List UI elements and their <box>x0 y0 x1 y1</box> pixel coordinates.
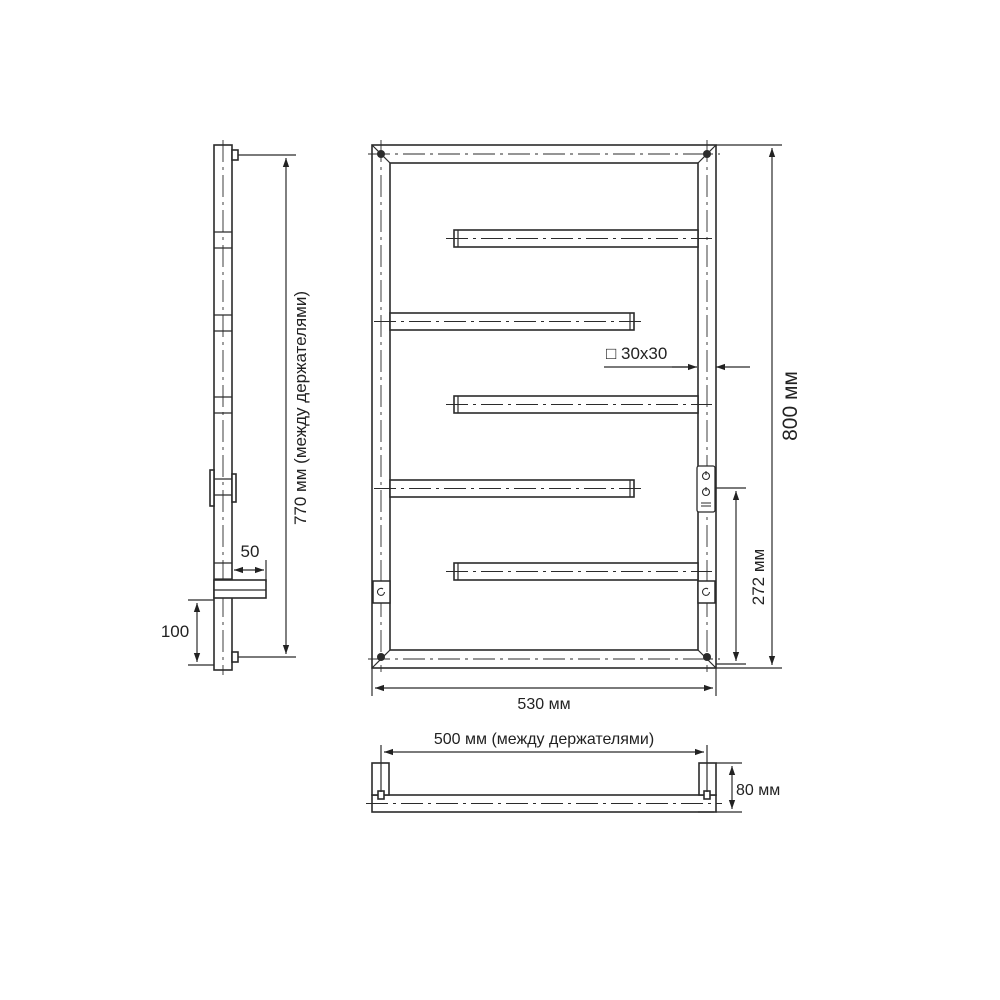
rung-4 <box>374 480 642 497</box>
side-view-top-holder <box>232 150 238 160</box>
dimension-80-label: 80 мм <box>736 782 781 799</box>
dimension-500-label: 500 мм (между держателями) <box>433 731 655 748</box>
side-view-connector <box>214 580 266 598</box>
dimension-100-label: 100 <box>160 622 190 641</box>
side-view-control-box <box>210 470 214 506</box>
dimension-800-label: 800 мм <box>779 371 802 441</box>
top-view-right-holder <box>704 791 710 799</box>
dimension-50-label: 50 <box>240 542 260 561</box>
dimension-272-label: 272 мм <box>749 548 768 606</box>
side-view <box>161 140 310 675</box>
rung-3 <box>446 396 712 413</box>
dimension-770-label: 770 мм (между держателями) <box>291 290 310 526</box>
top-view <box>366 731 780 812</box>
holder-top-left <box>377 150 385 158</box>
rung-2 <box>374 313 642 330</box>
side-view-bottom-holder <box>232 652 238 662</box>
holder-bottom-right <box>703 653 711 661</box>
rung-1 <box>446 230 712 247</box>
rung-5 <box>446 563 712 580</box>
control-panel <box>697 466 715 512</box>
side-view-control-knob <box>232 474 236 502</box>
holder-bottom-left <box>377 653 385 661</box>
dimension-530-label: 530 мм <box>517 696 571 713</box>
holder-top-right <box>703 150 711 158</box>
top-view-left-holder <box>378 791 384 799</box>
front-view <box>368 140 802 713</box>
tube-section-label: □ 30x30 <box>606 344 668 363</box>
